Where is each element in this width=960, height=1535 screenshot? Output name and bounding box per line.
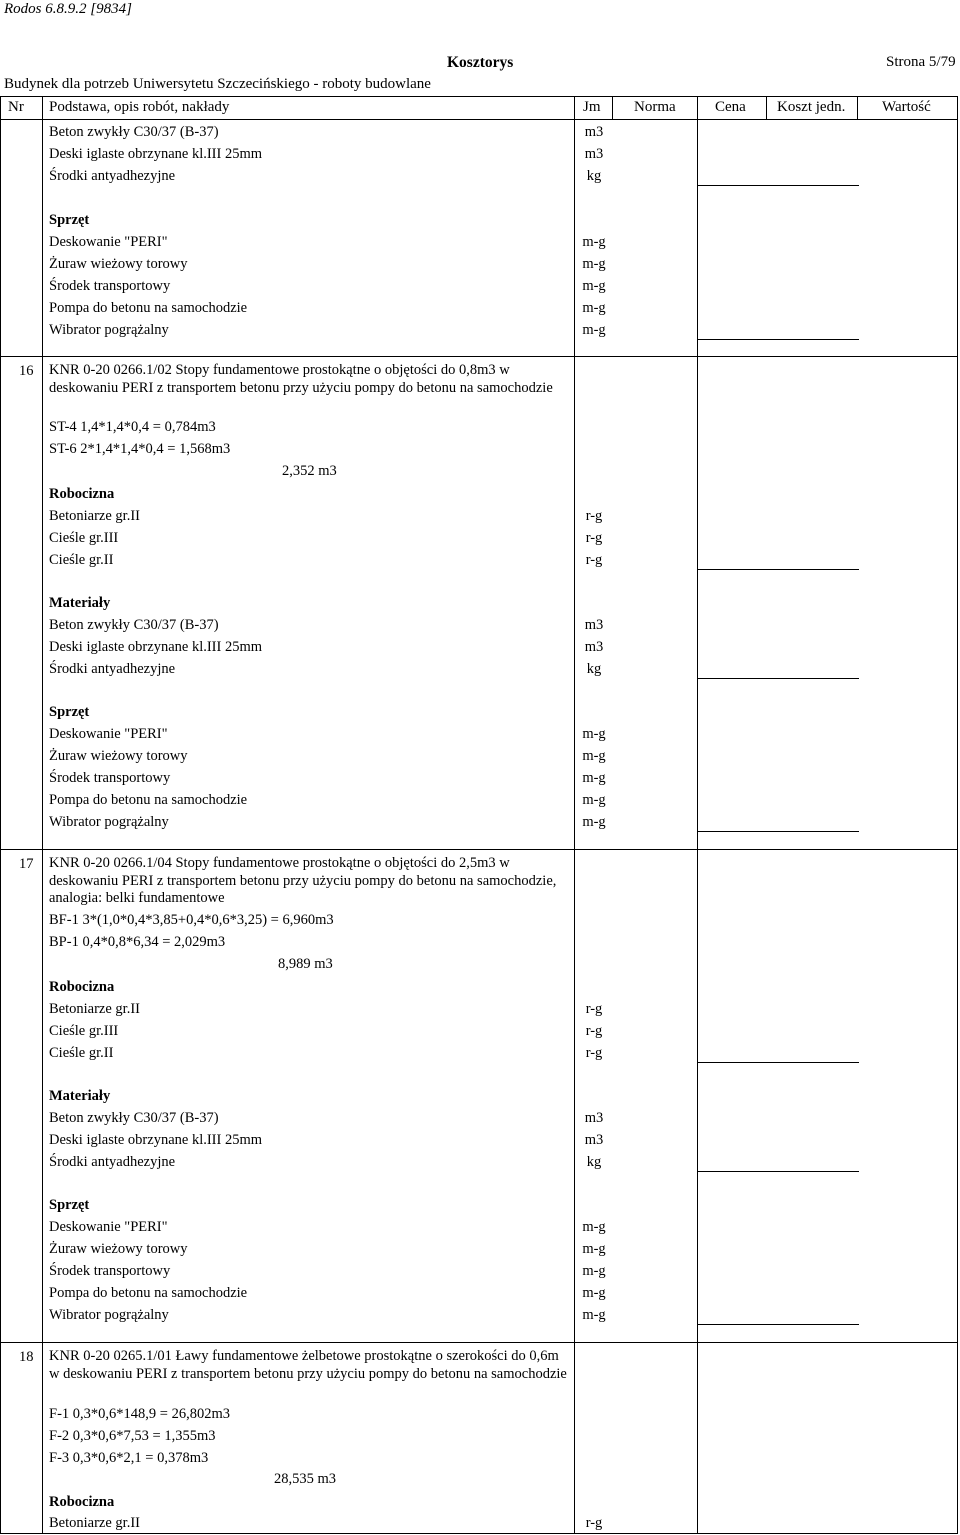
col-header-norma: Norma bbox=[634, 99, 676, 115]
sum-line bbox=[697, 1062, 859, 1063]
sum-line bbox=[697, 831, 859, 832]
document-title: Kosztorys bbox=[447, 54, 514, 71]
sum-line bbox=[697, 1324, 859, 1325]
col-header-nr: Nr bbox=[8, 99, 24, 115]
col-header-description: Podstawa, opis robót, nakłady bbox=[49, 99, 230, 115]
sum-line bbox=[697, 339, 859, 340]
sum-line bbox=[697, 569, 859, 570]
row-separator bbox=[0, 1342, 958, 1343]
app-title: Rodos 6.8.9.2 [9834] bbox=[4, 1, 132, 17]
position-description: KNR 0-20 0265.1/01 Ławy fundamentowe żelbetowe prostokątne o szerokości do 0,6m w deskowaniu PERI z transportem betonu przy użyciu pompy do betonu na samochodzie bbox=[49, 1348, 567, 1382]
header-bottom-border bbox=[0, 119, 958, 120]
sum-line bbox=[697, 1171, 859, 1172]
position-description: KNR 0-20 0266.1/02 Stopy fundamentowe prostokątne o objętości do 0,8m3 w deskowaniu PERI z transportem betonu przy użyciu pompy do betonu na samochodzie bbox=[49, 362, 553, 396]
position-description: KNR 0-20 0266.1/04 Stopy fundamentowe prostokątne o objętości do 2,5m3 w deskowaniu PERI z transportem betonu przy użyciu pompy do betonu na samochodzie, analogia: belki fundamentowe bbox=[49, 855, 557, 906]
col-sep-jm bbox=[612, 96, 613, 120]
col-header-cena: Cena bbox=[715, 99, 746, 115]
page-number: Strona 5/79 bbox=[886, 54, 956, 70]
col-header-wartosc: Wartość bbox=[882, 99, 931, 115]
col-sep-nr bbox=[42, 96, 43, 1534]
document-subtitle: Budynek dla potrzeb Uniwersytetu Szczecińskiego - roboty budowlane bbox=[4, 76, 431, 92]
col-header-jm: Jm bbox=[583, 99, 601, 115]
sum-line bbox=[697, 678, 859, 679]
col-header-koszt-jedn: Koszt jedn. bbox=[777, 99, 846, 115]
sum-line bbox=[697, 185, 859, 186]
col-sep-norma bbox=[697, 96, 698, 1534]
row-separator bbox=[0, 356, 958, 357]
col-sep-koszt bbox=[857, 96, 858, 120]
col-sep-cena bbox=[766, 96, 767, 120]
row-separator bbox=[0, 849, 958, 850]
